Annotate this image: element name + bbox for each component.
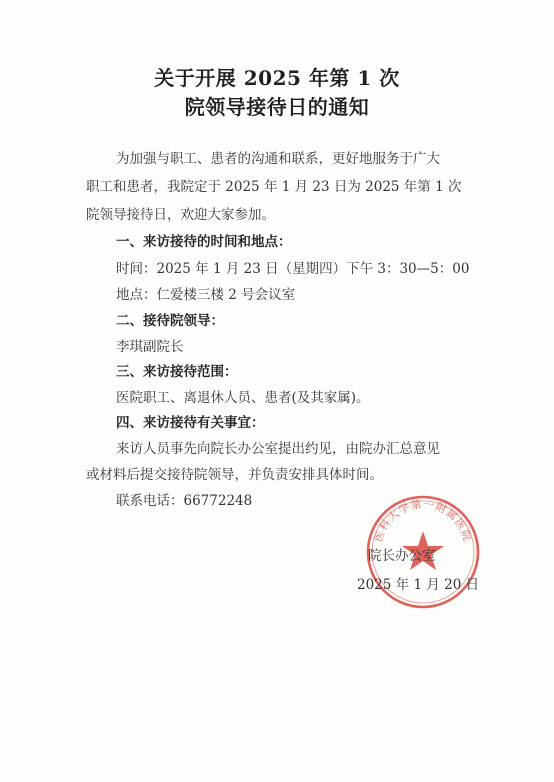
- section-1-heading: 一、来访接待的时间和地点：: [116, 234, 292, 250]
- section-3-heading: 三、来访接待范围：: [116, 364, 238, 380]
- matters-line-1: 来访人员事先向院长办公室提出约见，由院办汇总意见: [116, 441, 440, 457]
- notice-title-line-1: 关于开展 2025 年第 1 次: [154, 66, 400, 90]
- reception-leader: 李琪副院长: [116, 339, 184, 355]
- reception-scope: 医院职工、离退休人员、患者(及其家属)。: [116, 390, 370, 406]
- notice-title-line-2: 院领导接待日的通知: [184, 95, 370, 119]
- intro-line-1: 为加强与职工、患者的沟通和联系，更好地服务于广大: [116, 151, 440, 167]
- section-4-heading: 四、来访接待有关事宜：: [116, 415, 265, 431]
- visit-place: 地点：仁爱楼三楼 2 号会议室: [116, 287, 296, 303]
- signature-date: 2025 年 1 月 20 日: [357, 577, 480, 593]
- visit-time: 时间：2025 年 1 月 23 日（星期四）下午 3：30—5：00: [116, 261, 470, 277]
- signature-office: 院长办公室: [368, 548, 436, 564]
- seal-ring-text: 医科大学第一附属医院: [372, 498, 474, 544]
- contact-phone: 联系电话：66772248: [116, 493, 253, 509]
- section-2-heading: 二、接待院领导：: [116, 313, 224, 329]
- intro-line-3: 院领导接待日，欢迎大家参加。: [86, 207, 275, 223]
- matters-line-2: 或材料后提交接待院领导，并负责安排具体时间。: [86, 467, 383, 483]
- intro-line-2: 职工和患者，我院定于 2025 年 1 月 23 日为 2025 年第 1 次: [86, 179, 462, 195]
